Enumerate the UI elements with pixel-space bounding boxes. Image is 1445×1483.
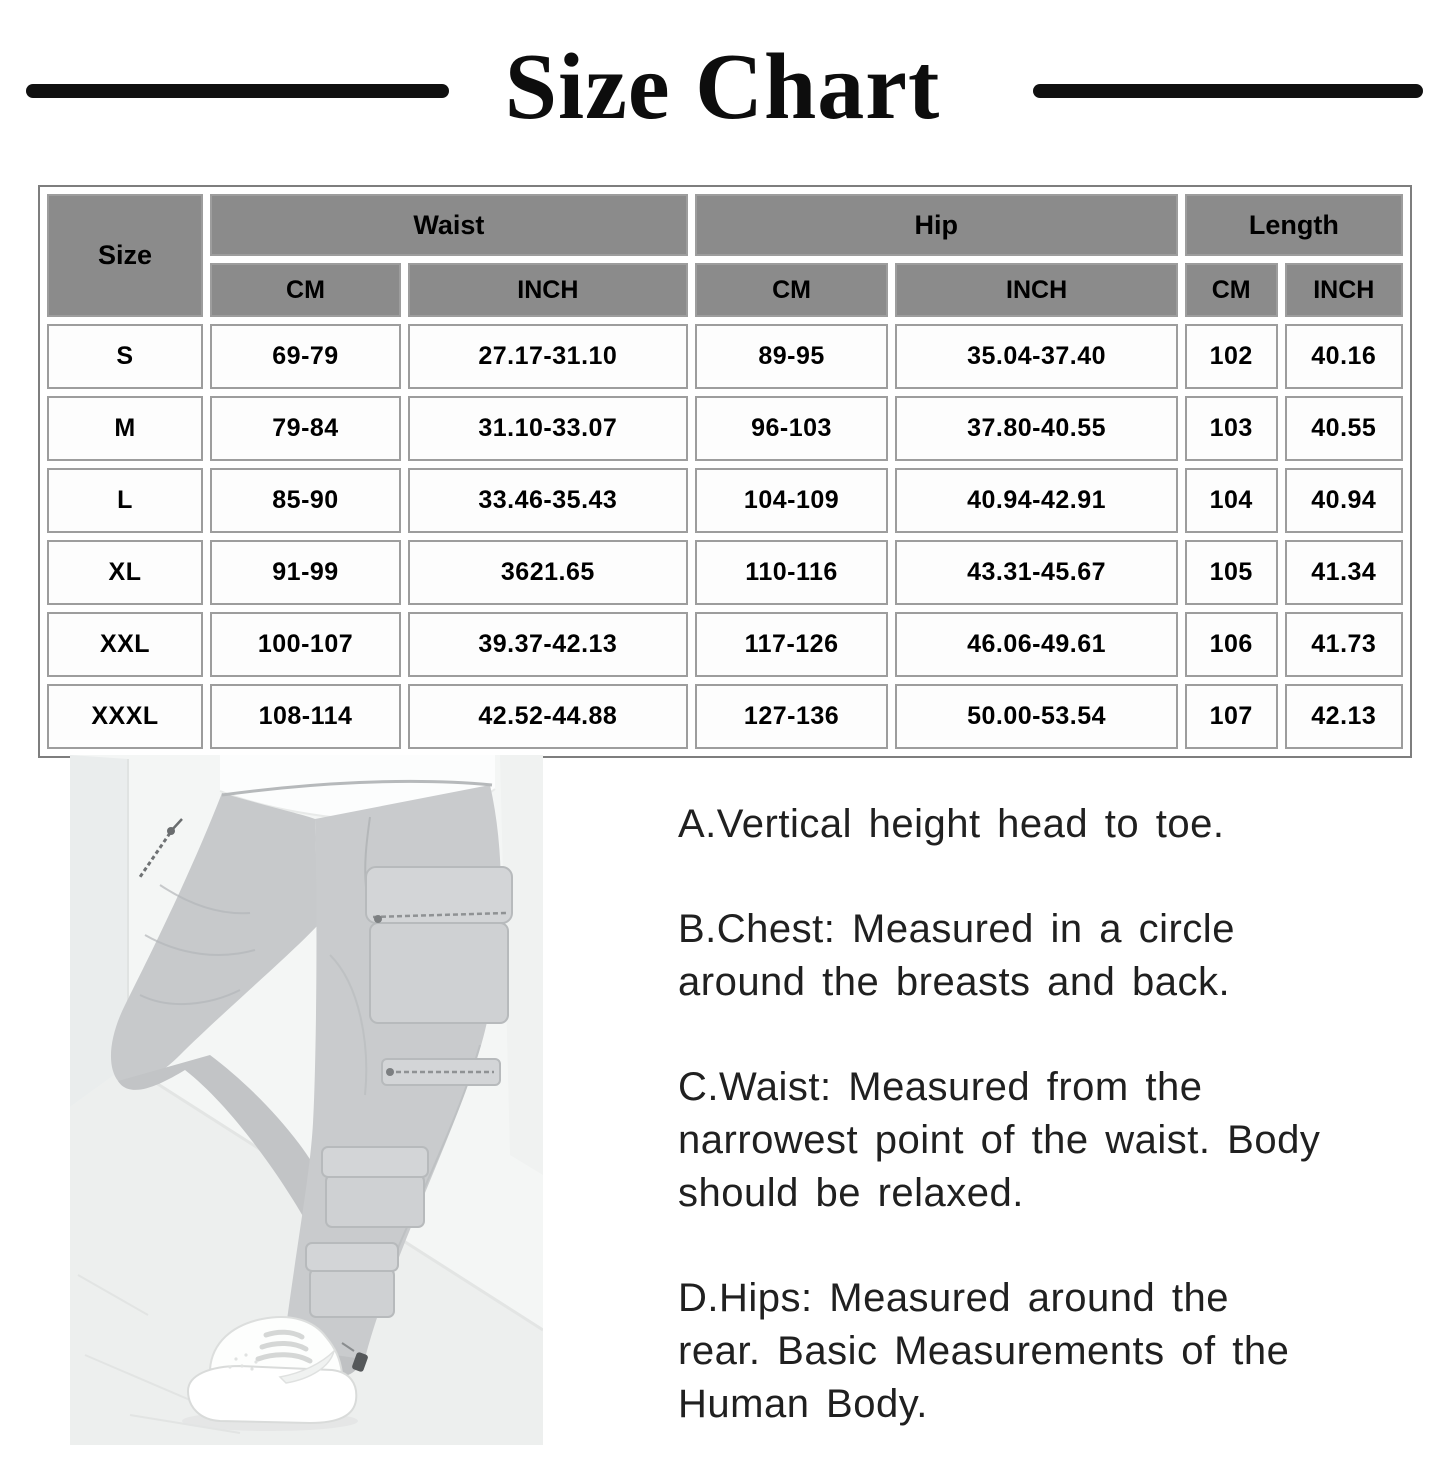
header-hip: Hip	[695, 194, 1178, 256]
note-line: D.Hips: Measured around the	[678, 1276, 1229, 1320]
note-line: should be relaxed.	[678, 1171, 1024, 1215]
title-rule-right	[1033, 84, 1423, 98]
cell-hip-inch: 50.00-53.54	[895, 684, 1177, 749]
note-line: Human Body.	[678, 1382, 928, 1426]
note-chest	[678, 903, 1398, 1009]
cell-waist-inch: 33.46-35.43	[408, 468, 688, 533]
cell-hip-cm: 117-126	[695, 612, 889, 677]
cell-length-inch: 40.55	[1285, 396, 1403, 461]
cell-hip-inch: 46.06-49.61	[895, 612, 1177, 677]
cell-waist-cm: 85-90	[210, 468, 401, 533]
row-size-label: L	[47, 468, 203, 533]
title-section	[0, 0, 1445, 170]
note-height	[678, 798, 1398, 851]
table-row	[47, 540, 1403, 605]
cell-waist-inch: 42.52-44.88	[408, 684, 688, 749]
cell-waist-inch: 39.37-42.13	[408, 612, 688, 677]
table-row	[47, 324, 1403, 389]
product-photo	[70, 755, 543, 1445]
header-waist-inch: INCH	[408, 263, 688, 317]
cargo-pants-photo-illustration	[70, 755, 543, 1445]
cell-hip-cm: 127-136	[695, 684, 889, 749]
cell-length-cm: 106	[1185, 612, 1278, 677]
cell-length-cm: 103	[1185, 396, 1278, 461]
note-line: around the breasts and back.	[678, 960, 1231, 1004]
note-line: C.Waist: Measured from the	[678, 1065, 1203, 1109]
header-hip-inch: INCH	[895, 263, 1177, 317]
table-row	[47, 684, 1403, 749]
size-chart-table	[38, 185, 1412, 758]
table-row	[47, 612, 1403, 677]
cell-hip-inch: 40.94-42.91	[895, 468, 1177, 533]
note-line: narrowest point of the waist. Body	[678, 1118, 1321, 1162]
cell-hip-cm: 89-95	[695, 324, 889, 389]
cell-length-cm: 104	[1185, 468, 1278, 533]
header-waist-cm: CM	[210, 263, 401, 317]
cell-waist-cm: 69-79	[210, 324, 401, 389]
header-size: Size	[47, 194, 203, 317]
note-hips	[678, 1272, 1398, 1431]
cell-length-inch: 41.73	[1285, 612, 1403, 677]
row-size-label: M	[47, 396, 203, 461]
table-group-header-row	[47, 194, 1403, 256]
cell-waist-cm: 79-84	[210, 396, 401, 461]
cell-hip-inch: 37.80-40.55	[895, 396, 1177, 461]
header-length-cm: CM	[1185, 263, 1278, 317]
cell-length-cm: 102	[1185, 324, 1278, 389]
header-length: Length	[1185, 194, 1403, 256]
cell-length-cm: 105	[1185, 540, 1278, 605]
cell-hip-cm: 96-103	[695, 396, 889, 461]
row-size-label: S	[47, 324, 203, 389]
table-unit-header-row	[47, 263, 1403, 317]
table-row	[47, 468, 1403, 533]
cell-waist-inch: 27.17-31.10	[408, 324, 688, 389]
cell-hip-cm: 104-109	[695, 468, 889, 533]
row-size-label: XL	[47, 540, 203, 605]
note-waist	[678, 1061, 1398, 1220]
cell-waist-cm: 108-114	[210, 684, 401, 749]
header-length-inch: INCH	[1285, 263, 1403, 317]
cell-waist-inch: 31.10-33.07	[408, 396, 688, 461]
cell-hip-inch: 43.31-45.67	[895, 540, 1177, 605]
row-size-label: XXL	[47, 612, 203, 677]
cell-length-inch: 40.94	[1285, 468, 1403, 533]
cell-length-inch: 41.34	[1285, 540, 1403, 605]
note-line: A.Vertical height head to toe.	[678, 802, 1225, 846]
table-row	[47, 396, 1403, 461]
cell-length-inch: 40.16	[1285, 324, 1403, 389]
cell-waist-cm: 91-99	[210, 540, 401, 605]
header-hip-cm: CM	[695, 263, 889, 317]
measurement-notes	[678, 798, 1398, 1483]
note-line: B.Chest: Measured in a circle	[678, 907, 1235, 951]
cell-waist-cm: 100-107	[210, 612, 401, 677]
row-size-label: XXXL	[47, 684, 203, 749]
cell-hip-inch: 35.04-37.40	[895, 324, 1177, 389]
cell-length-cm: 107	[1185, 684, 1278, 749]
note-line: rear. Basic Measurements of the	[678, 1329, 1290, 1373]
header-waist: Waist	[210, 194, 688, 256]
cell-length-inch: 42.13	[1285, 684, 1403, 749]
cell-waist-inch: 3621.65	[408, 540, 688, 605]
cell-hip-cm: 110-116	[695, 540, 889, 605]
page-title: Size Chart	[504, 35, 941, 139]
